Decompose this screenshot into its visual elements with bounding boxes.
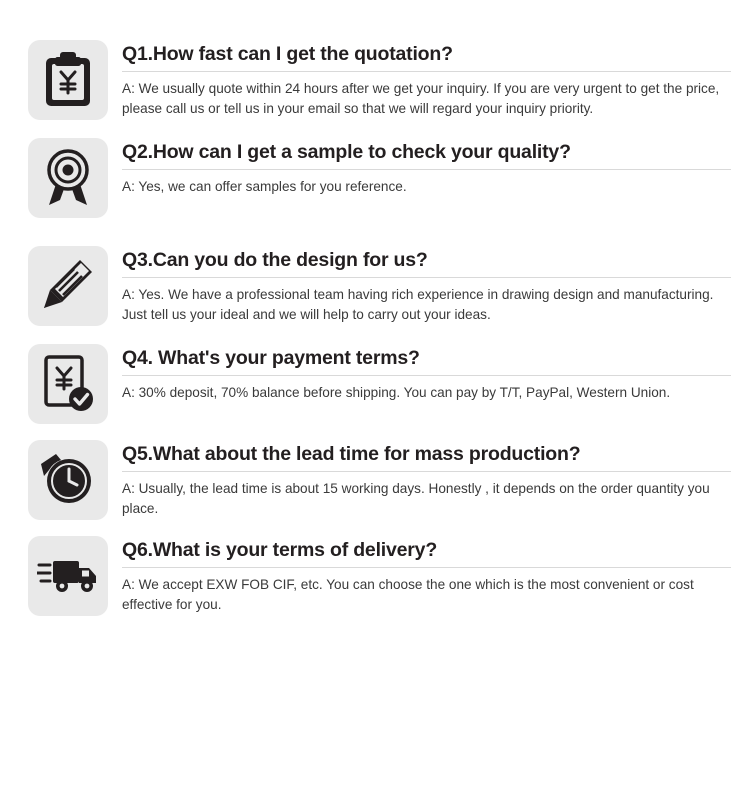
faq-question: Q2.How can I get a sample to check your quality?: [122, 140, 731, 170]
faq-text: [122, 138, 731, 197]
faq-answer: A: Yes, we can offer samples for you reference.: [122, 179, 407, 195]
faq-item: [28, 536, 731, 616]
faq-answer: A: Usually, the lead time is about 15 working days. Honestly , it depends on the order quantity you place.: [122, 481, 710, 517]
faq-item: [28, 40, 731, 120]
award-ribbon-icon: [28, 138, 108, 218]
clock-icon: [28, 440, 108, 520]
faq-text: [122, 440, 731, 520]
faq-question: Q3.Can you do the design for us?: [122, 248, 731, 278]
faq-item: [28, 138, 731, 218]
faq-item: [28, 246, 731, 326]
faq-item: [28, 344, 731, 424]
clipboard-yen-icon: [28, 40, 108, 120]
faq-item: [28, 440, 731, 520]
faq-question: Q4. What's your payment terms?: [122, 346, 731, 376]
faq-text: [122, 536, 731, 616]
yen-document-check-icon: [28, 344, 108, 424]
faq-answer: A: We accept EXW FOB CIF, etc. You can choose the one which is the most convenient or cost effective for you.: [122, 577, 694, 613]
faq-question: Q6.What is your terms of delivery?: [122, 538, 731, 568]
faq-answer: A: Yes. We have a professional team having rich experience in drawing design and manufacturing. Just tell us your ideal and we will help to carry out your ideas.: [122, 287, 714, 323]
faq-text: [122, 246, 731, 326]
faq-text: [122, 344, 731, 403]
delivery-truck-icon: [28, 536, 108, 616]
faq-question: Q5.What about the lead time for mass production?: [122, 442, 731, 472]
faq-text: [122, 40, 731, 120]
pencil-icon: [28, 246, 108, 326]
faq-answer: A: We usually quote within 24 hours after we get your inquiry. If you are very urgent to get the price, please call us or tell us in your email so that we will regard your inquiry priority.: [122, 81, 720, 117]
faq-answer: A: 30% deposit, 70% balance before shipping. You can pay by T/T, PayPal, Western Union.: [122, 385, 671, 401]
faq-question: Q1.How fast can I get the quotation?: [122, 42, 731, 72]
